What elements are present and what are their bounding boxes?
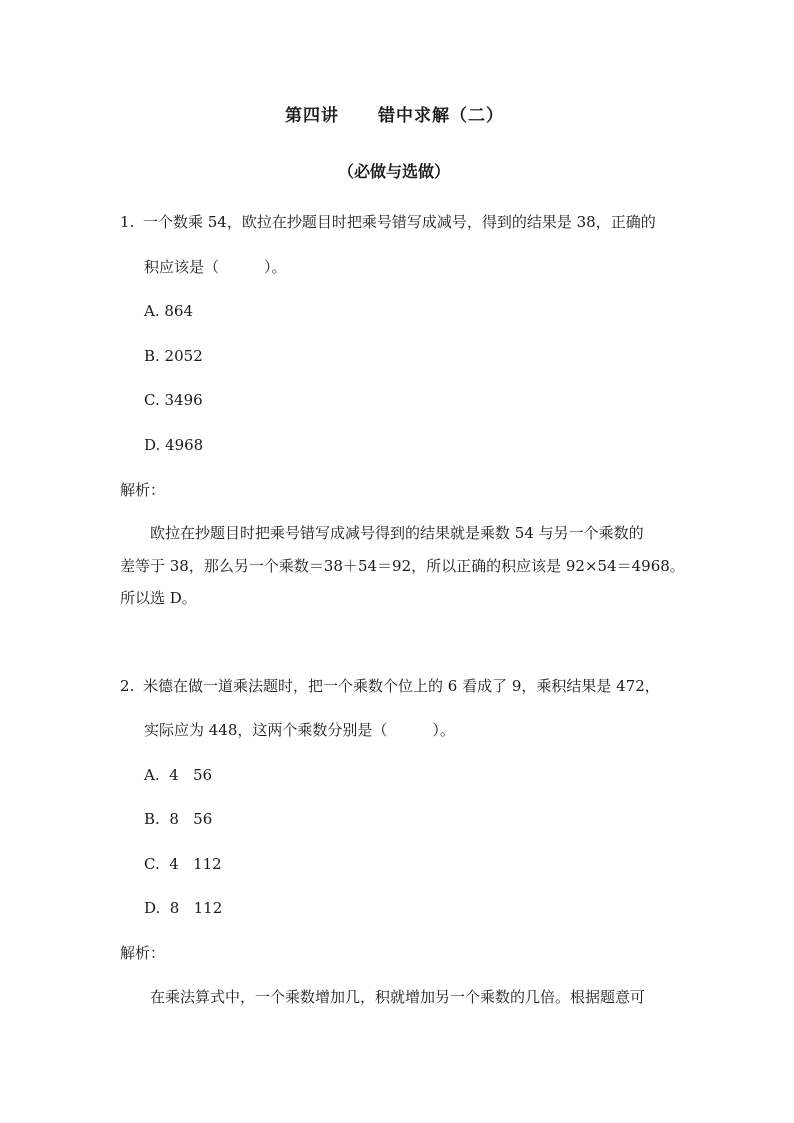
option-d: D. 8 112 [144,899,223,917]
question-stem-line: 积应该是（ ）。 [144,258,287,276]
option-c: C. 4 112 [144,855,222,873]
lecture-number: 第四讲 [285,106,339,126]
question-number: 1. [120,213,135,231]
option-d: D. 4968 [144,436,204,454]
page-subtitle: （必做与选做） [338,162,451,181]
option-b: B. 2052 [144,347,203,365]
analysis-line: 所以选 D。 [120,589,197,607]
analysis-label: 解析： [120,944,166,962]
option-c: C. 3496 [144,391,203,409]
option-b: B. 8 56 [144,810,213,828]
question-stem-line: 米德在做一道乘法题时，把一个乘数个位上的 6 看成了 9，乘积结果是 472， [143,677,660,695]
analysis-line: 差等于 38，那么另一个乘数＝38＋54＝92，所以正确的积应该是 92×54＝4968。 [120,557,685,575]
analysis-label: 解析： [120,481,166,499]
question-stem-line: 实际应为 448，这两个乘数分别是（ ）。 [144,721,455,739]
option-a: A. 864 [144,302,193,320]
question-number: 2. [120,677,135,695]
question-stem-line: 一个数乘 54，欧拉在抄题目时把乘号错写成减号，得到的结果是 38，正确的 [143,213,656,231]
lecture-title: 错中求解（二） [378,106,504,126]
analysis-line: 在乘法算式中，一个乘数增加几，积就增加另一个乘数的几倍。根据题意可 [150,988,646,1006]
analysis-line: 欧拉在抄题目时把乘号错写成减号得到的结果就是乘数 54 与另一个乘数的 [150,524,644,542]
option-a: A. 4 56 [144,766,213,784]
